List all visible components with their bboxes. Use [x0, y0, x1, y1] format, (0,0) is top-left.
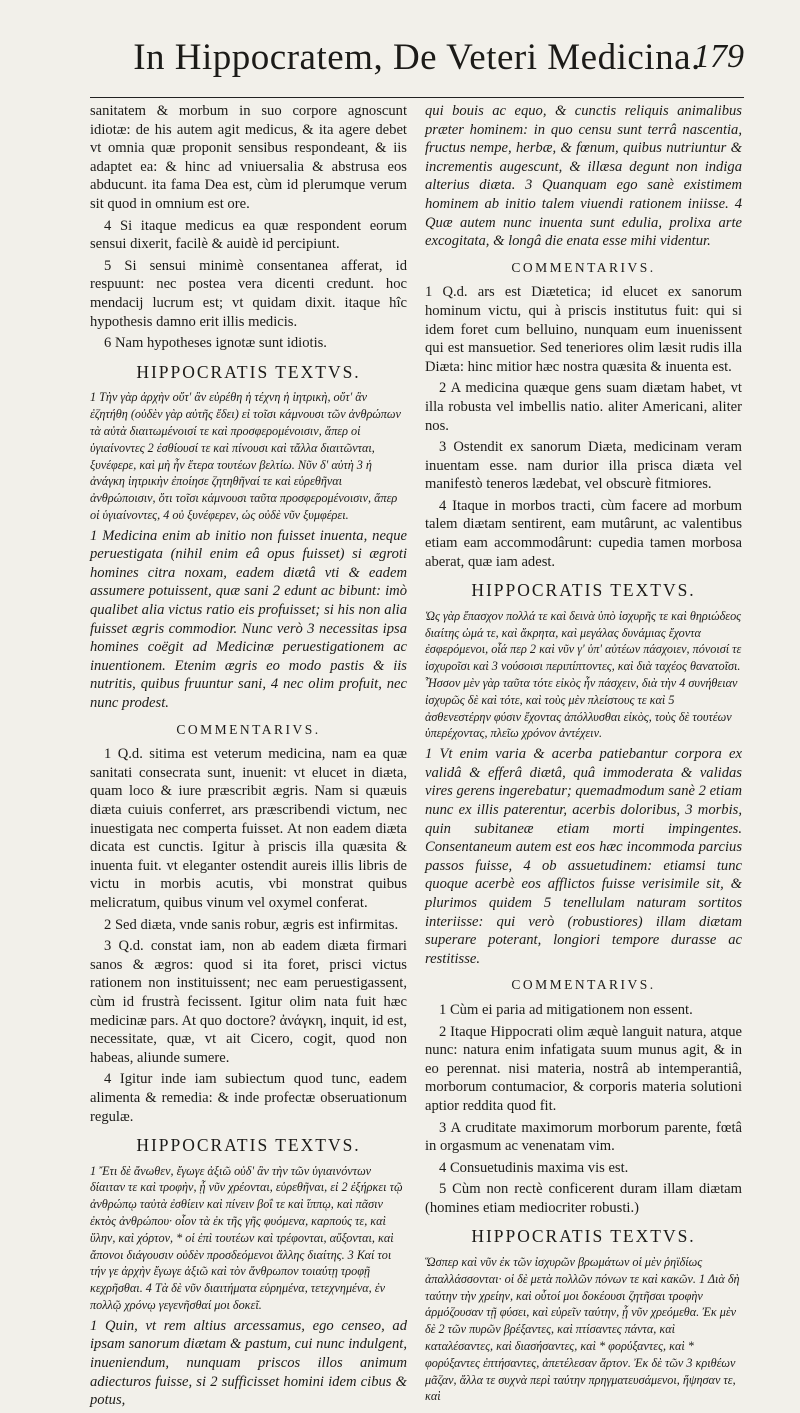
latin-translation: 1 Medicina enim ab initio non fuisset inuenta, neque peruestigata (nihil enim eâ opus fuisset) si ægroti homines citra noxam, eadem diætâ vti & eadem assumere potuissent, quæ sani 2 edunt ac bibunt: imò qualibet alia victus ratio eis profuisset; si his non alia fuisset ægris commodior. Nunc verò 3 necessitas ipsa homines coëgit ad Medicinæ peruestigationem ac inuentionem. Etenim ægris eo modo pastis & iis nutritis, quibus fruuntur sani, 4 nec olim profuit, nec nunc prodest. [90, 527, 407, 712]
commentary-heading: COMMENTARIVS. [511, 977, 656, 993]
greek-text: Ὥσπερ καὶ νῦν ἐκ τῶν ἰσχυρῶν βρωμάτων οἱ μὲν ῥηϊδίως ἀπαλλάσσονται· οἱ δὲ μετὰ πολλῶν πόνων τε καὶ κακῶν. 1 Διὰ δὴ ταύτην τὴν χρείην, καὶ οὗτοί μοι δοκέουσι ζητῆσαι τροφὴν ἁρμόζουσαν τῇ φύσει, καὶ εὑρεῖν ταύτην, ᾗ νῦν χρεόμεθα. Ἐκ μὲν δὲ 2 τῶν πυρῶν βρέξαντες, καὶ πτίσαντες πάντα, καὶ καταλέσαντες, καὶ διασήσαντες, καὶ * φορύξαντες, καὶ * φορύξαντες ἐπτήσαντες, ἀπετέλεσαν ἄρτον. Ἐκ δὲ τῶν 3 κριθέων μᾶζαν, ἄλλα τε συχνὰ περὶ ταύτην πρηγματευσάμενοι, ἥψησαν τε, καὶ [425, 1255, 740, 1404]
section-heading: HIPPOCRATIS TEXTVS. [136, 361, 361, 382]
latin-translation: 1 Vt enim varia & acerba patiebantur corpora ex validâ & efferâ diætâ, quâ immoderata & validas vires gerens ingerebatur; quemadmodum sanè 2 etiam nunc ex illis paterentur, acerbis doloribus, 3 morbis, quin subitaneæ etiam morti impingentes. Consentaneum autem est eos hæc incommoda parcius passos fuisse, 4 ob assuetudinem: etiamsi tunc quoque acerbè eos afflictos fuisse verisimile sit, & plurimos quidem 5 tenellulam naturam sortitos interiisse: qui verò (robustiores) illam diætam superare poterant, longiori tempore durasse ac restitisse. [425, 746, 742, 967]
commentary-paragraph: 1 Q.d. sitima est veterum medicina, nam ea quæ sanitati consecrata sunt, inuenit: vt elucet in diæta, quam loco & iure præscribit ægris. Nam si quæuis diæta cuiuis conferret, ars præscribendi victum, nec inuestigata nec comperta fuisset. At non eadem diæta dicata est cunctis. Igitur à priscis illa quæsita & inuenta fuit. vt eleganter ostendit aureis illis libris de victu in morbis acutis, vbi monstrat quibus melicratum, quibus vinum vel oxymel conferat. [90, 746, 407, 911]
intro-paragraph: 4 Si itaque medicus ea quæ respondent eorum sensui dixerit, facilè & auidè id percipiunt. [90, 217, 407, 253]
two-column-body [90, 102, 744, 1413]
section-heading: HIPPOCRATIS TEXTVS. [471, 1226, 696, 1247]
commentary-paragraph: 3 Ostendit ex sanorum Diæta, medicinam veram inuentam esse. nam durior illa prisca diæta vel manifestò teneros lædebat, vel obscurè fitmiores. [425, 439, 742, 493]
commentary-paragraph: 2 A medicina quæque gens suam diætam habet, vt illa robusta vel imbellis natio. aliter Americani, aliter nos. [425, 380, 742, 434]
greek-text: Ὡς γὰρ ἔπασχον πολλά τε καὶ δεινὰ ὑπὸ ἰσχυρῆς τε καὶ θηριώδεος διαίτης ὠμά τε, καὶ ἄκρητα, καὶ μεγάλας δυνάμιας ἔχοντα ἐσφερόμενοι, οἷά περ 2 καὶ νῦν γ' ὑπ' αὐτέων πάσχοιεν, πόνοισί τε ἰσχυροῖσι καὶ 3 νούσοισι περιπίπτοντες, καὶ διὰ ταχέος θανατοῖσι. Ἧσσον μὲν γὰρ ταῦτα τότε εἰκὸς ἦν πάσχειν, διὰ τὴν 4 συνήθειαν ἰσχυρῶς δὲ καὶ τότε, καὶ τοὺς μὲν πλείστους τε καὶ 5 ἀσθενεστέρην φύσιν ἔχοντας ἀπόλλυσθαι εἰκὸς, τοὺς δὲ τουτέων ὑπερέχοντας, πλεῖω χρόνον ἀντέχειν. [425, 608, 742, 741]
header-rule [90, 97, 744, 98]
running-head [90, 18, 744, 96]
intro-paragraph: 5 Si sensui minimè consentanea afferat, id respuunt: nec postea vera dicenti credunt. hoc mendacij lucrum est; vt quidam dixit. itaque hîc hypothesis damno erit illis medicis. [90, 257, 407, 330]
commentary-paragraph: 5 Cùm non rectè conficerent duram illam diætam (homines etiam mediocriter robusti.) [425, 1181, 742, 1216]
commentary-paragraph: 1 Cùm ei paria ad mitigationem non essent. [439, 1001, 693, 1018]
right-column [425, 102, 742, 1413]
latin-translation: 1 Quin, vt rem altius arcessamus, ego censeo, ad ipsam sanorum diætam & pastum, cui nunc indulgent, inueniendum, nunquam priscos illos animum adiecturos fuisse, si 2 sufficisset homini idem cibus & potus, [90, 1317, 407, 1409]
intro-paragraph: 6 Nam hypotheses ignotæ sunt idiotis. [104, 335, 327, 352]
commentary-paragraph: 1 Q.d. ars est Diætetica; id elucet ex sanorum hominum victu, qui à priscis institutus fuit: qui si idem foret cum belluino, nunquam eum inuenissent qui est mansuetior. Sed teneriores olim læsit rudis illa Diæta: hinc mitior hæc nostra quæsita & inuenta est. [425, 284, 742, 375]
page-number: 179 [693, 38, 744, 75]
page-title: In Hippocratem, De Veteri Medicina. [133, 37, 701, 78]
commentary-heading: COMMENTARIVS. [511, 259, 656, 275]
commentary-paragraph: 4 Consuetudinis maxima vis est. [439, 1159, 629, 1176]
intro-paragraph: sanitatem & morbum in suo corpore agnoscunt idiotæ: de his autem agit medicus, & ita agere debet vt omnia quæ proponit sensibus respondeant, & iis adaptet ea: & hinc ad vniuersalia & abstrusa eos abducunt. ita fama Dea est, cùm id plerumque verum sit quod in omnium est ore. [90, 103, 407, 212]
greek-text: 1 Ἔτι δὲ ἄνωθεν, ἔγωγε ἀξιῶ οὐδ' ἂν τὴν τῶν ὑγιαινόντων δίαιταν τε καὶ τροφὴν, ᾗ νῦν χρέονται, εὑρεθῆναι, εἰ 2 ἐξήρκει τῷ ἀνθρώπῳ ταὐτὰ ἐσθίειν καὶ πίνειν βοΐ τε καὶ ἵππῳ, καὶ πᾶσιν ἐκτὸς ἀνθρώπου· οἷον τὰ ἐκ τῆς γῆς φυόμενα, καρπούς τε, καὶ ὕλην, καὶ χόρτον, * οἱ ἐπὶ τουτέων καὶ τρέφονται, αὔξονται, καὶ ἄπονοι διάγουσιν οὐδὲν προσδεόμενοι ἄλλης διαίτης. 3 Καί τοι τήν γε ἀρχὴν ἔγωγε ἀξιῶ καὶ τὸν ἄνθρωπον τοιαύτῃ τροφῇ κεχρῆσθαι. 4 Τὰ δὲ νῦν διαιτήματα εὑρημένα, τετεχνημένα, ἐν πολλῷ χρόνῳ γεγενῆσθαί μοι δοκεῖ. [90, 1163, 403, 1313]
commentary-paragraph: 4 Igitur inde iam subiectum quod tunc, eadem alimenta & remedia: & inde profectæ obseruationum regulæ. [90, 1071, 407, 1125]
left-column [90, 102, 407, 1413]
greek-text: 1 Τὴν γὰρ ἀρχὴν οὔτ' ἂν εὑρέθη ἡ τέχνη ἡ ἰητρικὴ, οὔτ' ἂν ἐζητήθη (οὐδὲν γὰρ αὐτῆς ἔδει) εἰ τοῖσι κάμνουσι τῶν ἀνθρώπων τὰ αὐτὰ διαιτωμένοισί τε καὶ προσφερομένοισιν, ἅπερ οἱ ὑγιαίνοντες 2 ἐσθίουσί τε καὶ πίνουσι καὶ τἄλλα διαιτῶνται, ξυνέφερε, καὶ μὴ ἦν ἕτερα τουτέων βελτίω. Νῦν δ' αὐτὴ 3 ἡ ἀνάγκη ἰητρικὴν ἐποίησε ζητηθῆναί τε καὶ εὑρεθῆναι ἀνθρώποισιν, ὅτι τοῖσι κάμνουσι ταῦτα προσφερομένοισιν, ἅπερ οἱ ὑγιαίνοντες, 4 οὐ ξυνέφερεν, ὡς οὐδὲ νῦν ξυμφέρει. [90, 390, 401, 522]
commentary-heading: COMMENTARIVS. [176, 721, 321, 737]
commentary-paragraph: 2 Sed diæta, vnde sanis robur, ægris est infirmitas. [104, 916, 399, 933]
section-heading: HIPPOCRATIS TEXTVS. [471, 580, 696, 601]
commentary-paragraph: 2 Itaque Hippocrati olim æquè languit natura, atque nunc: natura enim infatigata suum munus agit, & in eo perennat. nisi materia, nostrâ ab intemperantiâ, morborum contumacior, & corporis materia solutioni aptior reddita quod fit. [425, 1023, 742, 1114]
commentary-paragraph: 4 Itaque in morbos tracti, cùm facere ad morbum talem diætam sentirent, eam mutârunt, ac valentibus etiam eam accommodârunt: cupedia tamen morbosa aberat, quæ iam adest. [425, 497, 742, 570]
commentary-paragraph: 3 A cruditate maximorum morborum parente, fœtâ in orgasmum ac venenatam vim. [425, 1119, 742, 1155]
latin-translation: qui bouis ac equo, & cunctis reliquis animalibus præter hominem: in quo censu sunt terrâ nascentia, fructus nempe, herbæ, & fœnum, quibus nutriuntur & incrementis augescunt, & illæsa degunt non indiga alterius diæta. 3 Quanquam ego sanè existimem hominem ab initio talem viuendi rationem iniisse. 4 Quæ autem nunc inuenta sunt edulia, prolixa arte excogitata, & longâ die enata esse mihi videntur. [425, 103, 742, 250]
section-heading: HIPPOCRATIS TEXTVS. [136, 1135, 361, 1156]
commentary-paragraph: 3 Q.d. constat iam, non ab eadem diæta firmari sanos & ægros: quod si ita foret, prisci victus rationem non instituissent; nec eam peruestigassent, cùm id frustrà fecissent. Igitur olim nata fuit hæc medicinæ pars. At quo doctore? ἀνάγκη, inquit, id est, necessitate, quæ, vt ait Cicero, cogit, quod non habeas, aliunde sumere. [90, 938, 407, 1066]
